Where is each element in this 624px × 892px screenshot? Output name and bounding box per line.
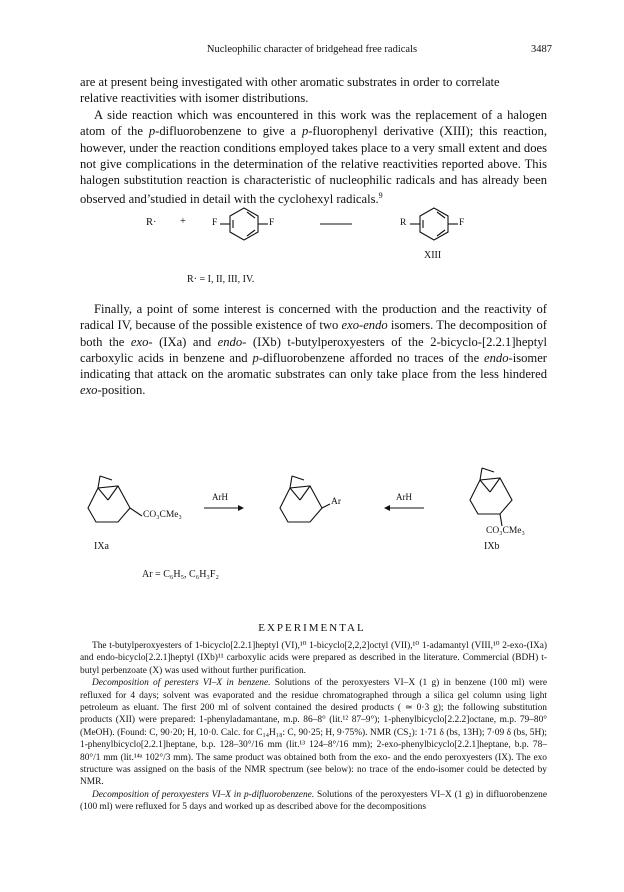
ar-label: Ar [331, 497, 342, 507]
experimental-text [80, 640, 547, 814]
experimental-p2-heading: Decomposition of peresters VI–X in benzene. [92, 678, 271, 689]
para3-italic-2: exo- [130, 334, 153, 349]
ester-b-label: CO₃CMe₃ [486, 526, 525, 536]
product-f: F [459, 218, 465, 228]
para3-italic-3: endo- [217, 334, 247, 349]
ar-definition: Ar = C₆H₅, C₆H₃F₂ [142, 569, 219, 580]
experimental-p3-heading: Decomposition of peroxyesters VI–X in p-difluorobenzene. [92, 789, 315, 800]
para3-italic-6: exo [80, 383, 98, 398]
norbornane-ixb [470, 468, 512, 526]
radical-label: R· [146, 217, 157, 228]
reference-superscript: 9 [378, 191, 383, 201]
fluorophenyl-product-ring [410, 208, 458, 240]
para2-italic-p1: p [148, 124, 156, 139]
page-number: 3487 [531, 44, 552, 55]
para2-text-b: -difluorobenzene to give a [155, 124, 302, 139]
para3-italic-5: endo [484, 350, 509, 365]
para3-text-d: (IXb) t-butylperoxyesters of the 2-bicyclo-[2.2.1]heptyl carboxylic acids in benzene and [80, 334, 547, 365]
difluorobenzene-ring [220, 208, 268, 240]
paragraph-radical-iv [80, 301, 547, 399]
experimental-p1: The t-butylperoxyesters of 1-bicyclo[2.2.1]heptyl (VI),¹⁰ 1-bicyclo[2,2,2]octyl (VII),¹⁰ 1-adamantyl (VIII,¹⁰ 2-exo-(IXa) and endo-bicyclo[2.2.1]heptyl (IXb)¹¹ carboxylic acids were prepared as described in the literature. Commercial (BDH) t-butyl perbenzoate (X) was used without further purification. [80, 641, 547, 676]
para2-italic-p2: p [301, 124, 309, 139]
para1-line2: relative reactivities with isomer distributions. [80, 91, 309, 106]
experimental-p3: Solutions of the peroxyesters VI–X (1 g) in difluorobenzene (100 ml) were refluxed for 5 days and worked up as described above for the decompositions [80, 789, 547, 813]
ester-a-label: CO₃CMe₃ [143, 510, 182, 520]
compound-xiii: XIII [424, 250, 442, 261]
para1-line1: are at present being investigated with other aromatic substrates in order to correlate [80, 75, 500, 89]
experimental-p2: Solutions of the peroxyesters VI–X (1 g) in benzene (100 ml) were refluxed for 4 days; solvent was evaporated and the residue chromatographed through a silica gel column using light petroleum as eluant. The first 200 ml of solvent contained the desired products ( ≃ 0·3 g); the following substitution products (XII) were prepared: 1-phenyladamantane, m.p. 86–8° (lit.¹² 87–9°); 1-phenylbicyclo[2.2.2]octane, m.p. 79–80° (MeOH). (Found: C, 90·20; H, 10·0. Calc. for C₁₄H₁₈: C, 90·25; H, 9·75%). NMR (CS₂): 1·71 δ (bs, 13H); 7·09 δ (bs, 5H); 1-phenylbicyclo[2.2.1]heptane, b.p. 128–30°/16 mm (lit.¹³ 124–8°/16 mm); 2-exo-phenylbicyclo[2.2.1]heptane, b.p. 78–80°/1 mm (lit.¹⁴ᵃ 102°/3 mm). The same product was obtained both from the exo- and the endo peroxyesters (IX). The exo structure was assigned on the basis of the NMR spectrum (see below): no trace of the endo-isomer could be detected by NMR. [80, 678, 547, 788]
norbornane-ixa [88, 476, 142, 522]
para3-text-a: Finally, a point of some interest is concerned with the production and the reactivity of radical IV, because of the possible existence of two [80, 302, 547, 333]
running-title: Nucleophilic character of bridgehead free radicals [206, 44, 418, 55]
product-r: R [400, 218, 407, 228]
para3-text-b: isomers. The decomposition of both the [80, 318, 547, 349]
para3-text-c: (IXa) and [152, 334, 218, 349]
fluorine-right: F [269, 218, 275, 228]
compound-ixa: IXa [94, 541, 109, 552]
norbornane-product [280, 476, 330, 522]
plus-sign: + [180, 216, 186, 227]
fluorine-left: F [212, 218, 218, 228]
para3-text-f: -isomer indicating that attack on the aromatic substrates can only take place from the less hindered [80, 350, 547, 382]
arh-right-label: ArH [396, 492, 412, 502]
para2-text-a: A side reaction which was encountered in this work was the replacement of a halogen atom of the [80, 108, 547, 139]
para2-text-c: -fluorophenyl derivative (XIII); this reaction, however, under the reaction conditions employed takes place to a very small extent and does not give complications in the determination of the relative reactivities reported above. This halogen substitution reaction is characteristic of nucleophilic radicals and has already been observed and’studied in detail with the cyclohexyl radicals. [80, 124, 547, 207]
para3-text-g: -position. [97, 383, 146, 398]
para3-italic-4: p [252, 350, 259, 365]
compound-ixb: IXb [484, 541, 500, 552]
experimental-heading: EXPERIMENTAL [258, 622, 366, 634]
para3-italic-1: exo-endo [341, 318, 388, 333]
arh-left-label: ArH [212, 492, 228, 502]
radical-legend: R· = I, II, III, IV. [187, 274, 255, 285]
para3-text-e: -difluorobenzene afforded no traces of the [258, 350, 485, 365]
